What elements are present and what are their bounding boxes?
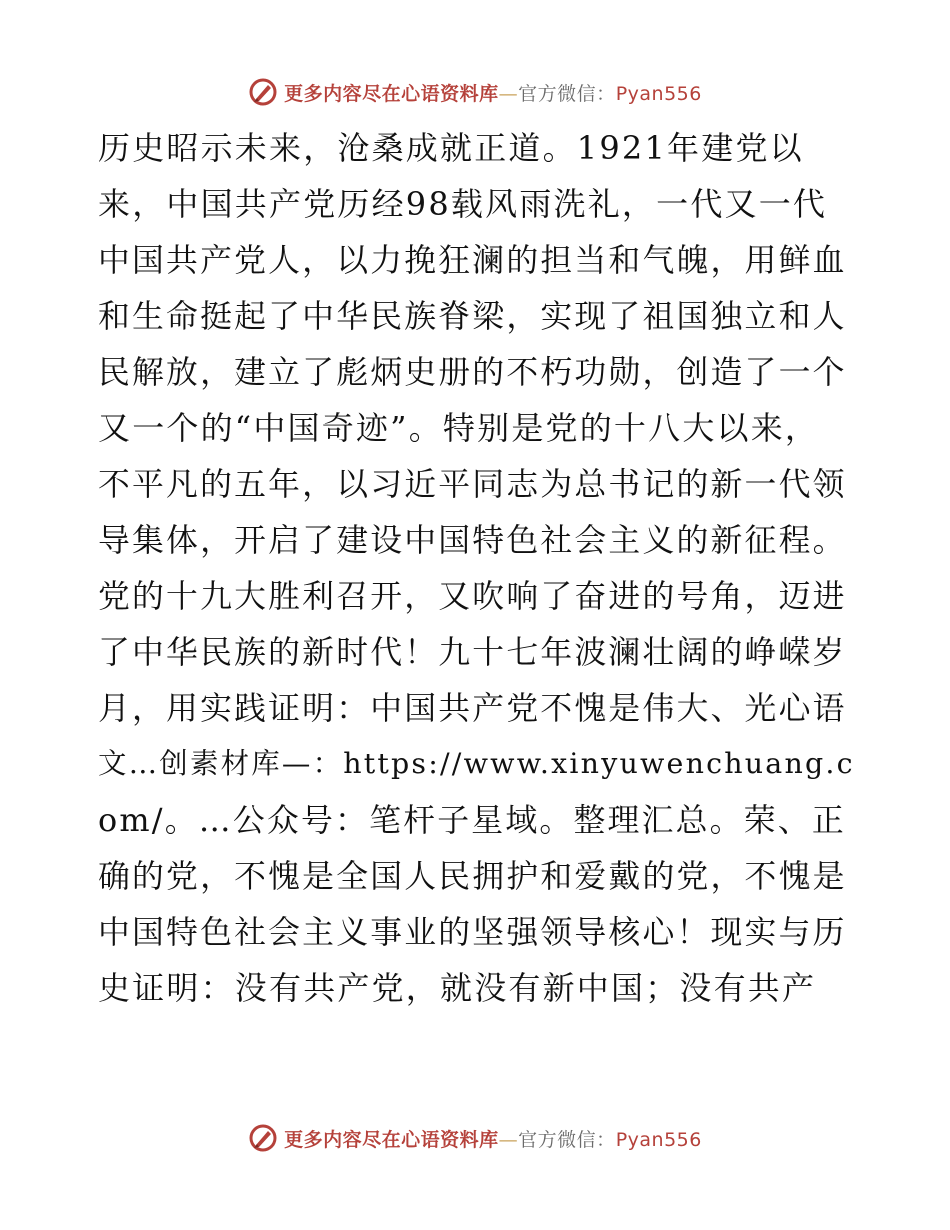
footer-banner-text xyxy=(284,1125,702,1152)
footer-banner xyxy=(0,1118,950,1158)
body-line: 中国特色社会主义事业的坚强领导核心！现实与历 xyxy=(98,913,847,951)
footer-slogan: 更多内容尽在心语资料库 xyxy=(284,1128,499,1151)
body-line: 导集体，开启了建设中国特色社会主义的新征程。 xyxy=(98,521,847,559)
body-line: 来，中国共产党历经98载风雨洗礼，一代又一代 xyxy=(98,185,828,223)
footer-wechat-id: Pyan556 xyxy=(615,1128,702,1151)
body-line: 党的十九大胜利召开，又吹响了奋进的号角，迈进 xyxy=(98,577,847,615)
header-dash: — xyxy=(498,82,519,105)
body-line: 和生命挺起了中华民族脊梁，实现了祖国独立和人 xyxy=(98,297,847,335)
body-line: om/。…公众号：笔杆子星域。整理汇总。荣、正 xyxy=(98,801,846,839)
body-line: 史证明：没有共产党，就没有新中国；没有共产 xyxy=(98,969,817,1007)
body-line: 月，用实践证明：中国共产党不愧是伟大、光心语 xyxy=(98,689,847,727)
body-line: 了中华民族的新时代！九十七年波澜壮阔的峥嵘岁 xyxy=(98,633,847,671)
body-line: 又一个的“中国奇迹”。特别是党的十八大以来， xyxy=(98,409,820,447)
header-banner xyxy=(0,72,950,112)
header-wechat-id: Pyan556 xyxy=(615,82,702,105)
logo-icon xyxy=(248,1123,278,1153)
body-line: 文…创素材库—：https://www.xinyuwenchuang.c xyxy=(98,747,855,780)
header-slogan: 更多内容尽在心语资料库 xyxy=(284,82,499,105)
header-banner-text xyxy=(284,79,702,106)
logo-icon xyxy=(248,77,278,107)
body-line: 中国共产党人，以力挽狂澜的担当和气魄，用鲜血 xyxy=(98,241,847,279)
header-wechat-label: 官方微信： xyxy=(518,82,616,105)
footer-wechat-label: 官方微信： xyxy=(518,1128,616,1151)
body-line: 确的党，不愧是全国人民拥护和爱戴的党，不愧是 xyxy=(98,857,847,895)
footer-dash: — xyxy=(498,1128,519,1151)
body-line: 历史昭示未来，沧桑成就正道。1921年建党以 xyxy=(98,129,804,167)
body-line: 不平凡的五年，以习近平同志为总书记的新一代领 xyxy=(98,465,847,503)
body-line: 民解放，建立了彪炳史册的不朽功勋，创造了一个 xyxy=(98,353,847,391)
